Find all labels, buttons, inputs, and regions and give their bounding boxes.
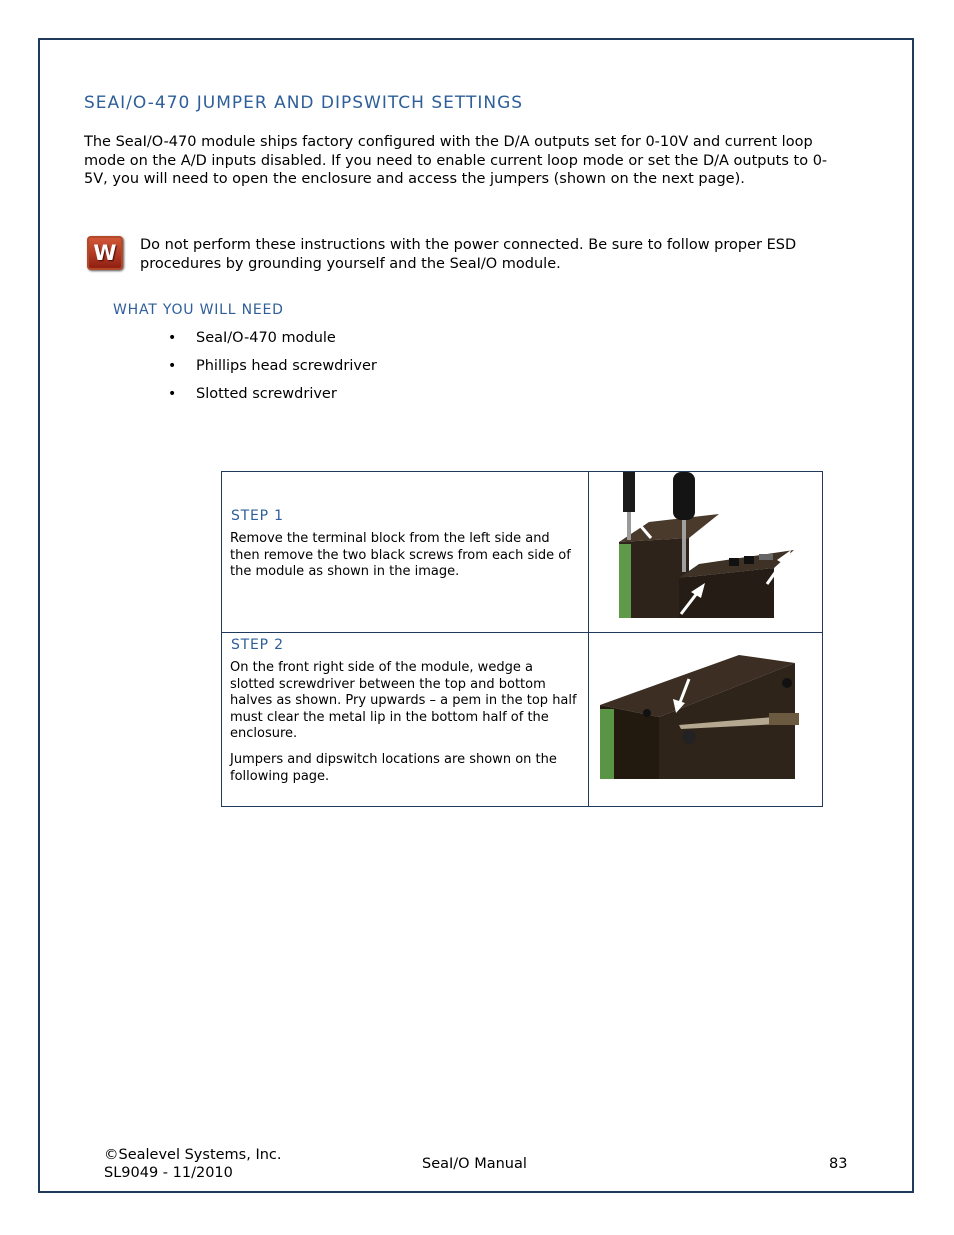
intro-paragraph: The SeaI/O-470 module ships factory configured with the D/A outputs set for 0-10V and current loop mode on the A/D inputs disabled. If you need to enable current loop mode or set the D/A outputs to 0-5V, you will need to open the enclosure and access the jumpers (shown on the next page).: [84, 134, 828, 187]
step-2-cell: [222, 633, 589, 807]
step-1-photo: [589, 472, 822, 628]
step-2-title: STEP 2: [231, 637, 284, 653]
step-2-image-cell: [589, 633, 823, 807]
needs-heading: WHAT YOU WILL NEED: [113, 302, 284, 318]
list-item: [168, 383, 377, 411]
step-2-text: On the front right side of the module, wedge a slotted screwdriver between the top and bottom halves as shown. Pry upwards – a pem in the top half must clear the metal lip in the bottom half of the enclosure.: [230, 660, 577, 742]
list-item-label: Phillips head screwdriver: [196, 358, 377, 374]
table-row: [222, 472, 823, 633]
footer-doc-id: SL9049 - 11/2010: [104, 1164, 233, 1181]
bullet-icon: •: [168, 330, 177, 346]
step-1-text: Remove the terminal block from the left side and then remove the two black screws from each side of the module as shown in the image.: [230, 531, 571, 580]
list-item-label: SeaI/O-470 module: [196, 330, 336, 346]
needs-list: [168, 327, 377, 411]
step-2-photo: [589, 633, 822, 802]
footer-left: [104, 1147, 282, 1182]
list-item: [168, 327, 377, 355]
warning-text: Do not perform these instructions with the power connected. Be sure to follow proper ESD procedures by grounding yourself and the SeaI/O module.: [140, 237, 797, 272]
warning-icon: [87, 236, 123, 270]
steps-table: [221, 471, 823, 807]
section-heading: SEAI/O-470 JUMPER AND DIPSWITCH SETTINGS: [84, 93, 524, 113]
list-item-label: Slotted screwdriver: [196, 386, 337, 402]
step-2-note: Jumpers and dipswitch locations are shown on the following page.: [230, 751, 557, 784]
footer-copyright: ©Sealevel Systems, Inc.: [104, 1147, 282, 1163]
bullet-icon: •: [168, 358, 177, 374]
step-1-title: STEP 1: [231, 508, 284, 524]
step-1-cell: [222, 472, 589, 633]
footer-page-number: 83: [829, 1156, 848, 1172]
bullet-icon: •: [168, 386, 177, 402]
footer-manual-title: SeaI/O Manual: [422, 1156, 527, 1172]
list-item: [168, 355, 377, 383]
table-row: [222, 633, 823, 807]
step-1-image-cell: [589, 472, 823, 633]
warning-letter: W: [93, 241, 117, 265]
